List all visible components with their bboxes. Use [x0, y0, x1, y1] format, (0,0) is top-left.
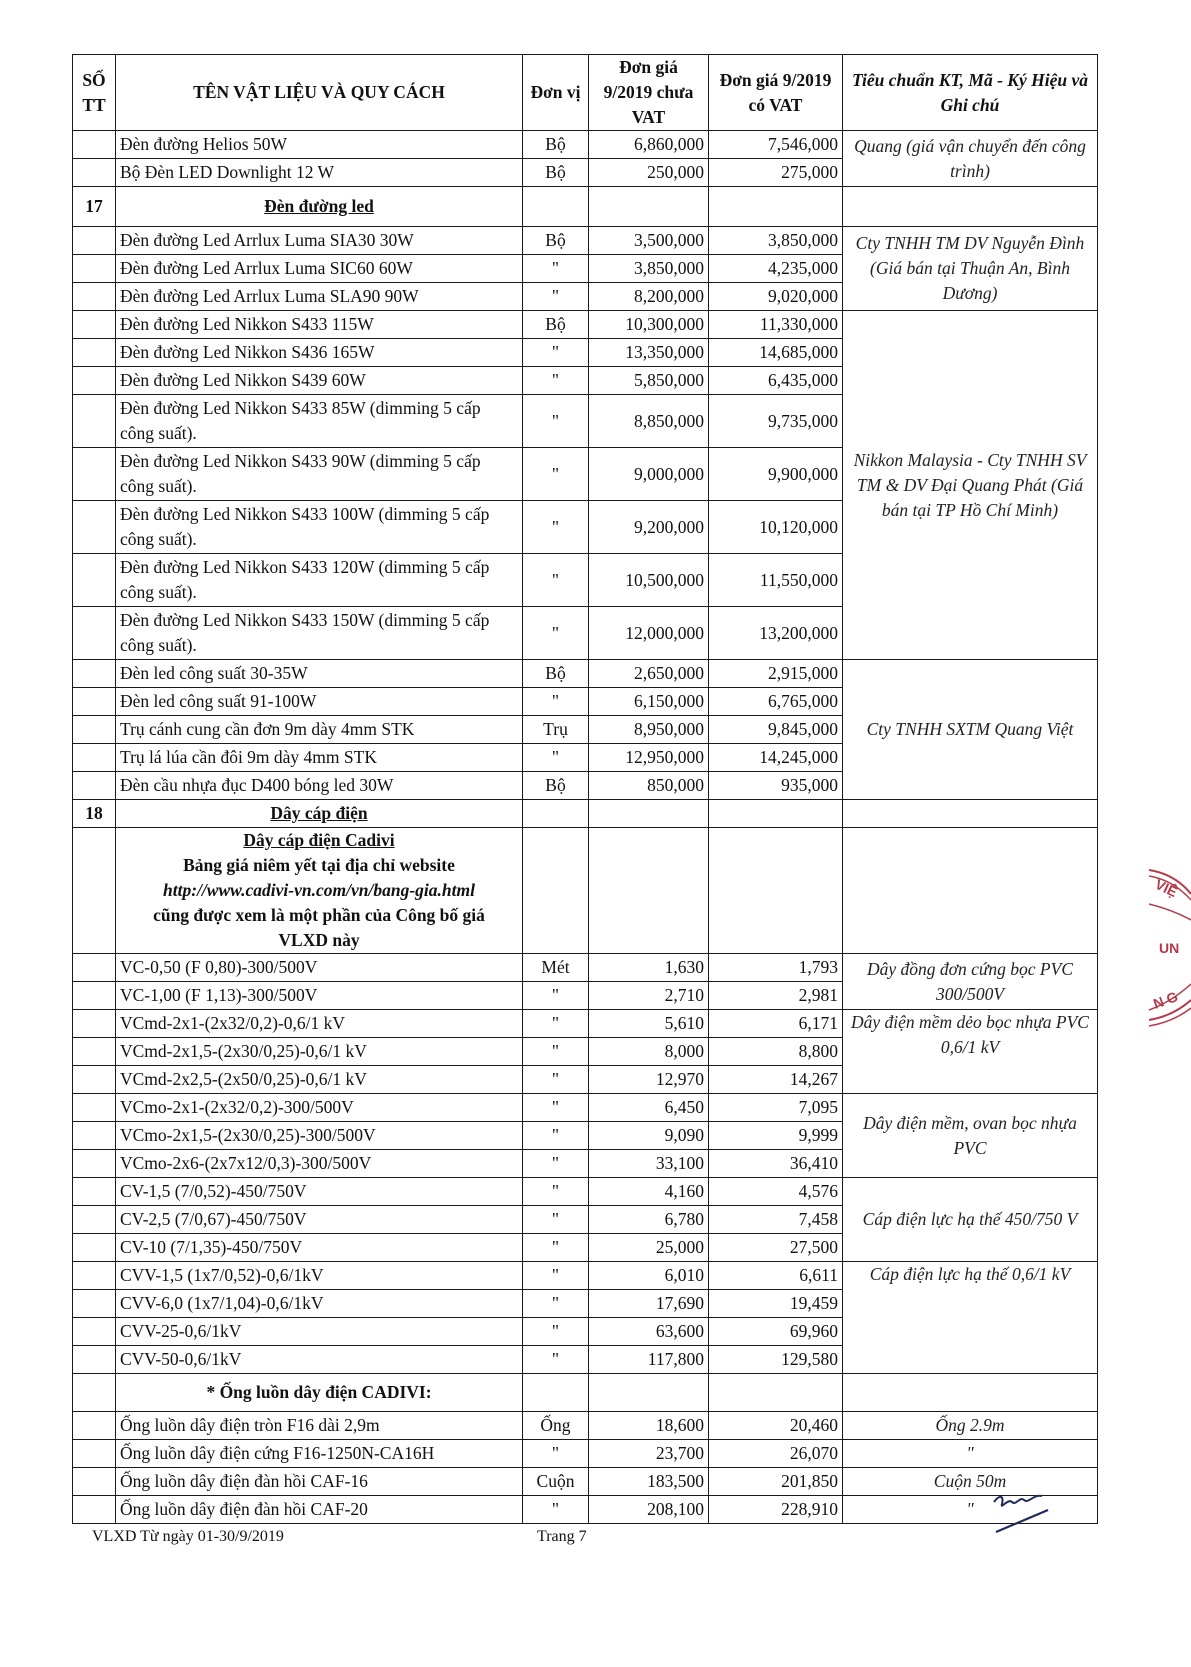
item-name: Ống luồn dây điện tròn F16 dài 2,9m	[116, 1412, 523, 1440]
price-excl-vat: 2,710	[589, 982, 709, 1010]
item-name: CVV-1,5 (1x7/0,52)-0,6/1kV	[116, 1262, 523, 1290]
item-unit: "	[523, 1206, 589, 1234]
price-incl-vat: 11,550,000	[709, 554, 843, 607]
row-no	[73, 954, 116, 982]
item-name: Trụ cánh cung cần đơn 9m dày 4mm STK	[116, 716, 523, 744]
table-row	[73, 1010, 1098, 1038]
row-no	[73, 660, 116, 688]
item-name: Đèn đường Helios 50W	[116, 131, 523, 159]
row-no	[73, 1346, 116, 1374]
footer-page-number: Trang 7	[537, 1528, 587, 1545]
row-no	[73, 1496, 116, 1524]
item-unit: Bộ	[523, 660, 589, 688]
signature-icon	[990, 1488, 1060, 1538]
row-no	[73, 828, 116, 954]
empty-cell	[589, 187, 709, 227]
price-excl-vat: 3,850,000	[589, 255, 709, 283]
row-no	[73, 1206, 116, 1234]
empty-cell	[523, 187, 589, 227]
item-unit: "	[523, 501, 589, 554]
note-cell: Cáp điện lực hạ thế 450/750 V	[843, 1178, 1098, 1262]
empty-cell	[523, 828, 589, 954]
item-name: VCmd-2x1-(2x32/0,2)-0,6/1 kV	[116, 1010, 523, 1038]
stamp-text: N G	[1151, 988, 1180, 1012]
row-no	[73, 1468, 116, 1496]
empty-cell	[709, 187, 843, 227]
item-name: CVV-50-0,6/1kV	[116, 1346, 523, 1374]
note-cell: Nikkon Malaysia - Cty TNHH SV TM & DV Đại Quang Phát (Giá bán tại TP Hồ Chí Minh)	[843, 311, 1098, 660]
row-no	[73, 1010, 116, 1038]
item-unit: "	[523, 1440, 589, 1468]
empty-cell	[843, 1374, 1098, 1412]
item-unit: Bộ	[523, 159, 589, 187]
price-excl-vat: 17,690	[589, 1290, 709, 1318]
price-incl-vat: 6,171	[709, 1010, 843, 1038]
table-row	[73, 1412, 1098, 1440]
row-no	[73, 772, 116, 800]
item-unit: "	[523, 1178, 589, 1206]
price-incl-vat: 6,611	[709, 1262, 843, 1290]
item-unit: "	[523, 1262, 589, 1290]
item-name: Đèn đường Led Nikkon S433 85W (dimming 5 cấp công suất).	[116, 395, 523, 448]
price-incl-vat: 6,435,000	[709, 367, 843, 395]
item-unit: "	[523, 448, 589, 501]
price-excl-vat: 6,450	[589, 1094, 709, 1122]
item-unit: "	[523, 688, 589, 716]
price-incl-vat: 11,330,000	[709, 311, 843, 339]
item-name: Đèn đường Led Arrlux Luma SIA30 30W	[116, 227, 523, 255]
item-name: VCmo-2x1,5-(2x30/0,25)-300/500V	[116, 1122, 523, 1150]
item-name: Đèn cầu nhựa đục D400 bóng led 30W	[116, 772, 523, 800]
price-incl-vat: 3,850,000	[709, 227, 843, 255]
item-unit: "	[523, 744, 589, 772]
item-name: Ống luồn dây điện đàn hồi CAF-16	[116, 1468, 523, 1496]
row-no	[73, 1094, 116, 1122]
section-number: 17	[73, 187, 116, 227]
price-excl-vat: 1,630	[589, 954, 709, 982]
empty-cell	[523, 1374, 589, 1412]
stamp-text: UN	[1159, 940, 1180, 956]
item-name: VCmd-2x2,5-(2x50/0,25)-0,6/1 kV	[116, 1066, 523, 1094]
table-row	[73, 311, 1098, 339]
item-name: CVV-6,0 (1x7/1,04)-0,6/1kV	[116, 1290, 523, 1318]
price-excl-vat: 5,850,000	[589, 367, 709, 395]
price-incl-vat: 9,900,000	[709, 448, 843, 501]
row-no	[73, 1178, 116, 1206]
table-row	[73, 1178, 1098, 1206]
item-unit: "	[523, 1318, 589, 1346]
price-incl-vat: 10,120,000	[709, 501, 843, 554]
header-no: SỐ TT	[73, 55, 116, 131]
price-excl-vat: 8,950,000	[589, 716, 709, 744]
row-no	[73, 1440, 116, 1468]
price-excl-vat: 9,000,000	[589, 448, 709, 501]
item-unit: "	[523, 1038, 589, 1066]
item-name: Đèn đường Led Nikkon S433 115W	[116, 311, 523, 339]
price-incl-vat: 4,576	[709, 1178, 843, 1206]
price-excl-vat: 63,600	[589, 1318, 709, 1346]
price-excl-vat: 9,090	[589, 1122, 709, 1150]
cadivi-title: Dây cáp điện Cadivi	[243, 830, 395, 850]
price-excl-vat: 10,300,000	[589, 311, 709, 339]
table-header	[73, 55, 1098, 131]
item-name: Đèn đường Led Arrlux Luma SLA90 90W	[116, 283, 523, 311]
item-unit: "	[523, 1094, 589, 1122]
price-incl-vat: 1,793	[709, 954, 843, 982]
price-excl-vat: 10,500,000	[589, 554, 709, 607]
item-unit: "	[523, 367, 589, 395]
header-price-incl-vat: Đơn giá 9/2019 có VAT	[709, 55, 843, 131]
item-name: Ống luồn dây điện cứng F16-1250N-CA16H	[116, 1440, 523, 1468]
price-excl-vat: 3,500,000	[589, 227, 709, 255]
section-number: 18	[73, 800, 116, 828]
item-unit: "	[523, 1066, 589, 1094]
empty-cell	[523, 800, 589, 828]
row-no	[73, 744, 116, 772]
item-unit: Bộ	[523, 311, 589, 339]
row-no	[73, 554, 116, 607]
note-cell: Ống 2.9m	[843, 1412, 1098, 1440]
price-incl-vat: 9,735,000	[709, 395, 843, 448]
price-incl-vat: 275,000	[709, 159, 843, 187]
item-unit: Mét	[523, 954, 589, 982]
row-no	[73, 283, 116, 311]
price-incl-vat: 26,070	[709, 1440, 843, 1468]
price-incl-vat: 228,910	[709, 1496, 843, 1524]
price-excl-vat: 208,100	[589, 1496, 709, 1524]
price-incl-vat: 9,020,000	[709, 283, 843, 311]
price-incl-vat: 13,200,000	[709, 607, 843, 660]
cadivi-info-row	[73, 828, 1098, 954]
item-unit: "	[523, 554, 589, 607]
price-incl-vat: 7,458	[709, 1206, 843, 1234]
price-incl-vat: 9,999	[709, 1122, 843, 1150]
row-no	[73, 1374, 116, 1412]
empty-cell	[589, 800, 709, 828]
price-incl-vat: 27,500	[709, 1234, 843, 1262]
header-unit: Đơn vị	[523, 55, 589, 131]
price-incl-vat: 9,845,000	[709, 716, 843, 744]
item-name: Đèn đường Led Arrlux Luma SIC60 60W	[116, 255, 523, 283]
price-excl-vat: 183,500	[589, 1468, 709, 1496]
empty-cell	[589, 1374, 709, 1412]
price-incl-vat: 4,235,000	[709, 255, 843, 283]
note-cell: Cáp điện lực hạ thế 0,6/1 kV	[843, 1262, 1098, 1374]
item-unit: "	[523, 395, 589, 448]
price-excl-vat: 250,000	[589, 159, 709, 187]
row-no	[73, 395, 116, 448]
item-name: Đèn led công suất 91-100W	[116, 688, 523, 716]
cadivi-info	[116, 828, 523, 954]
price-incl-vat: 14,245,000	[709, 744, 843, 772]
empty-cell	[589, 828, 709, 954]
item-name: VCmo-2x6-(2x7x12/0,3)-300/500V	[116, 1150, 523, 1178]
row-no	[73, 227, 116, 255]
note-cell: "	[843, 1496, 1098, 1524]
price-excl-vat: 850,000	[589, 772, 709, 800]
table-row	[73, 227, 1098, 255]
price-excl-vat: 33,100	[589, 1150, 709, 1178]
red-stamp-icon	[1145, 860, 1191, 1060]
item-unit: Bộ	[523, 131, 589, 159]
row-no	[73, 1234, 116, 1262]
note-cell: Cty TNHH SXTM Quang Việt	[843, 660, 1098, 800]
row-no	[73, 1038, 116, 1066]
row-no	[73, 255, 116, 283]
price-incl-vat: 19,459	[709, 1290, 843, 1318]
price-excl-vat: 6,860,000	[589, 131, 709, 159]
table-row	[73, 1468, 1098, 1496]
price-excl-vat: 13,350,000	[589, 339, 709, 367]
table-row	[73, 1094, 1098, 1122]
price-incl-vat: 36,410	[709, 1150, 843, 1178]
row-no	[73, 1412, 116, 1440]
header-note: Tiêu chuẩn KT, Mã - Ký Hiệu và Ghi chú	[843, 55, 1098, 131]
note-cell: Dây điện mềm dẻo bọc nhựa PVC 0,6/1 kV	[843, 1010, 1098, 1094]
item-name: VCmo-2x1-(2x32/0,2)-300/500V	[116, 1094, 523, 1122]
price-incl-vat: 7,095	[709, 1094, 843, 1122]
table-row	[73, 1262, 1098, 1290]
item-unit: Bộ	[523, 772, 589, 800]
price-incl-vat: 935,000	[709, 772, 843, 800]
section-row-17	[73, 187, 1098, 227]
price-incl-vat: 129,580	[709, 1346, 843, 1374]
item-name: Đèn đường Led Nikkon S439 60W	[116, 367, 523, 395]
row-no	[73, 1318, 116, 1346]
price-excl-vat: 4,160	[589, 1178, 709, 1206]
item-unit: "	[523, 283, 589, 311]
item-name: CVV-25-0,6/1kV	[116, 1318, 523, 1346]
price-excl-vat: 25,000	[589, 1234, 709, 1262]
item-name: VC-0,50 (F 0,80)-300/500V	[116, 954, 523, 982]
price-excl-vat: 6,780	[589, 1206, 709, 1234]
item-name: CV-1,5 (7/0,52)-450/750V	[116, 1178, 523, 1206]
item-unit: "	[523, 1496, 589, 1524]
empty-cell	[843, 828, 1098, 954]
item-unit: Cuộn	[523, 1468, 589, 1496]
cadivi-line1: Bảng giá niêm yết tại địa chỉ website	[183, 855, 455, 875]
price-excl-vat: 18,600	[589, 1412, 709, 1440]
row-no	[73, 131, 116, 159]
table-row	[73, 1440, 1098, 1468]
item-unit: "	[523, 1150, 589, 1178]
item-unit: "	[523, 255, 589, 283]
row-no	[73, 1262, 116, 1290]
item-name: Trụ lá lúa cần đôi 9m dày 4mm STK	[116, 744, 523, 772]
row-no	[73, 1122, 116, 1150]
empty-cell	[709, 1374, 843, 1412]
item-name: CV-2,5 (7/0,67)-450/750V	[116, 1206, 523, 1234]
row-no	[73, 1150, 116, 1178]
price-incl-vat: 14,267	[709, 1066, 843, 1094]
header-name: TÊN VẬT LIỆU VÀ QUY CÁCH	[116, 55, 523, 131]
price-excl-vat: 117,800	[589, 1346, 709, 1374]
item-unit: "	[523, 607, 589, 660]
row-no	[73, 311, 116, 339]
item-name: Ống luồn dây điện đàn hồi CAF-20	[116, 1496, 523, 1524]
item-name: Đèn đường Led Nikkon S436 165W	[116, 339, 523, 367]
item-unit: "	[523, 339, 589, 367]
row-no	[73, 716, 116, 744]
row-no	[73, 982, 116, 1010]
price-incl-vat: 7,546,000	[709, 131, 843, 159]
item-unit: "	[523, 1234, 589, 1262]
table-row	[73, 131, 1098, 159]
header-price-excl-vat: Đơn giá 9/2019 chưa VAT	[589, 55, 709, 131]
section-row-18	[73, 800, 1098, 828]
note-cell: Cuộn 50m	[843, 1468, 1098, 1496]
cadivi-line2: cũng được xem là một phần của Công bố giá	[153, 905, 485, 925]
item-name: CV-10 (7/1,35)-450/750V	[116, 1234, 523, 1262]
price-incl-vat: 2,981	[709, 982, 843, 1010]
price-excl-vat: 2,650,000	[589, 660, 709, 688]
price-excl-vat: 6,010	[589, 1262, 709, 1290]
item-unit: "	[523, 982, 589, 1010]
item-unit: "	[523, 1346, 589, 1374]
item-unit: Ống	[523, 1412, 589, 1440]
price-incl-vat: 2,915,000	[709, 660, 843, 688]
price-excl-vat: 12,950,000	[589, 744, 709, 772]
price-excl-vat: 8,000	[589, 1038, 709, 1066]
conduit-heading-row	[73, 1374, 1098, 1412]
price-incl-vat: 6,765,000	[709, 688, 843, 716]
table-row	[73, 954, 1098, 982]
item-name: Đèn đường Led Nikkon S433 150W (dimming 5 cấp công suất).	[116, 607, 523, 660]
price-excl-vat: 12,970	[589, 1066, 709, 1094]
table-row	[73, 1496, 1098, 1524]
price-excl-vat: 8,850,000	[589, 395, 709, 448]
row-no	[73, 501, 116, 554]
row-no	[73, 1066, 116, 1094]
section-title: Đèn đường led	[116, 187, 523, 227]
row-no	[73, 688, 116, 716]
price-excl-vat: 9,200,000	[589, 501, 709, 554]
price-excl-vat: 8,200,000	[589, 283, 709, 311]
price-incl-vat: 14,685,000	[709, 339, 843, 367]
price-incl-vat: 201,850	[709, 1468, 843, 1496]
price-list-page	[72, 54, 1097, 1524]
price-excl-vat: 12,000,000	[589, 607, 709, 660]
price-incl-vat: 8,800	[709, 1038, 843, 1066]
item-unit: Trụ	[523, 716, 589, 744]
row-no	[73, 448, 116, 501]
empty-cell	[843, 187, 1098, 227]
row-no	[73, 607, 116, 660]
section-title: Dây cáp điện	[116, 800, 523, 828]
price-excl-vat: 23,700	[589, 1440, 709, 1468]
note-cell: Quang (giá vận chuyển đến công trình)	[843, 131, 1098, 187]
item-name: Đèn đường Led Nikkon S433 90W (dimming 5 cấp công suất).	[116, 448, 523, 501]
empty-cell	[843, 800, 1098, 828]
item-unit: "	[523, 1290, 589, 1318]
item-unit: "	[523, 1122, 589, 1150]
cadivi-line3: VLXD này	[278, 930, 360, 950]
price-excl-vat: 6,150,000	[589, 688, 709, 716]
empty-cell	[709, 800, 843, 828]
item-name: Đèn đường Led Nikkon S433 100W (dimming 5 cấp công suất).	[116, 501, 523, 554]
note-cell: Dây điện mềm, ovan bọc nhựa PVC	[843, 1094, 1098, 1178]
row-no	[73, 1290, 116, 1318]
empty-cell	[709, 828, 843, 954]
item-name: VC-1,00 (F 1,13)-300/500V	[116, 982, 523, 1010]
item-unit: Bộ	[523, 227, 589, 255]
note-cell: Dây đồng đơn cứng bọc PVC 300/500V	[843, 954, 1098, 1010]
note-cell: "	[843, 1440, 1098, 1468]
item-name: Bộ Đèn LED Downlight 12 W	[116, 159, 523, 187]
price-incl-vat: 69,960	[709, 1318, 843, 1346]
item-name: Đèn đường Led Nikkon S433 120W (dimming 5 cấp công suất).	[116, 554, 523, 607]
conduit-heading: * Ống luồn dây điện CADIVI:	[116, 1374, 523, 1412]
row-no	[73, 367, 116, 395]
price-incl-vat: 20,460	[709, 1412, 843, 1440]
note-cell: Cty TNHH TM DV Nguyễn Đình (Giá bán tại Thuận An, Bình Dương)	[843, 227, 1098, 311]
item-unit: "	[523, 1010, 589, 1038]
price-table	[72, 54, 1098, 1524]
row-no	[73, 159, 116, 187]
cadivi-url-link[interactable]: http://www.cadivi-vn.com/vn/bang-gia.html	[163, 880, 475, 900]
item-name: Đèn led công suất 30-35W	[116, 660, 523, 688]
stamp-text: VIỆ	[1152, 875, 1180, 901]
item-name: VCmd-2x1,5-(2x30/0,25)-0,6/1 kV	[116, 1038, 523, 1066]
table-row	[73, 660, 1098, 688]
footer-date-range: VLXD Từ ngày 01-30/9/2019	[92, 1528, 284, 1545]
price-excl-vat: 5,610	[589, 1010, 709, 1038]
row-no	[73, 339, 116, 367]
